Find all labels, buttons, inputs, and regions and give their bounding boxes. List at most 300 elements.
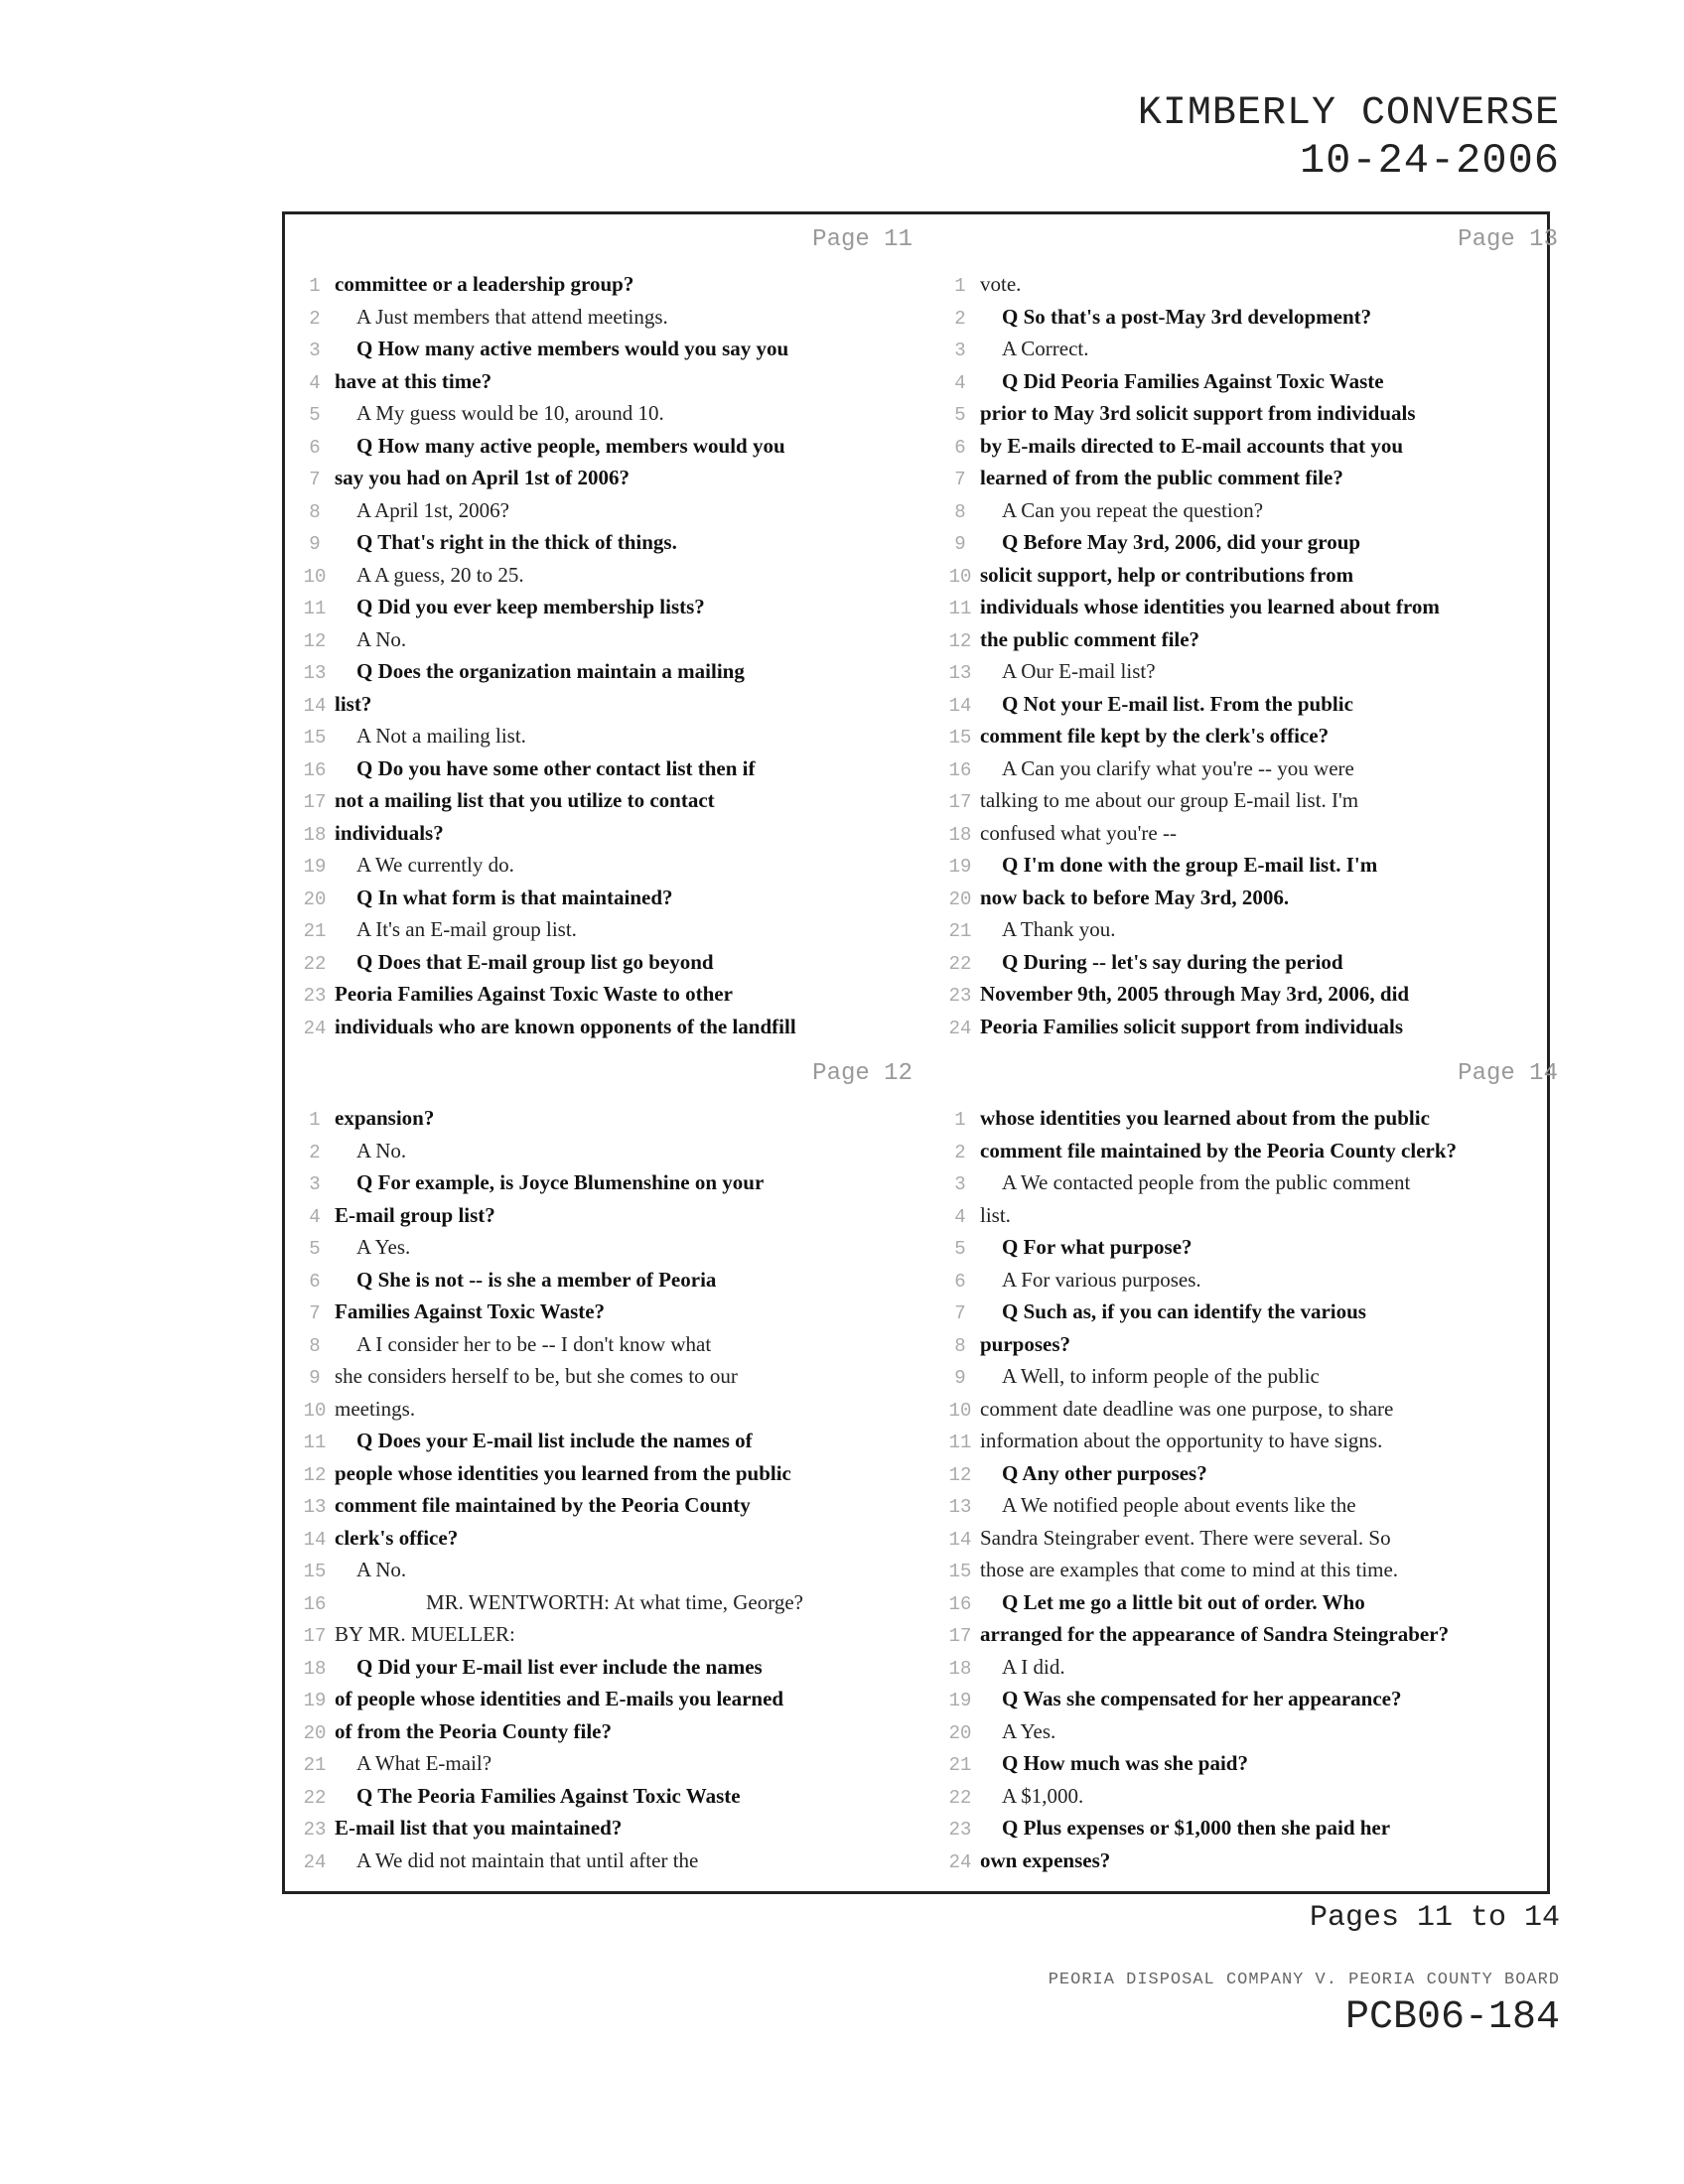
transcript-line: [295, 1231, 922, 1264]
line-number: 11: [948, 598, 972, 619]
transcript-line: [295, 1296, 922, 1328]
transcript-lines: [940, 1102, 1568, 1876]
transcript-line: [295, 1166, 922, 1199]
transcript-line: [940, 301, 1568, 334]
transcript-lines: [295, 1102, 922, 1876]
line-number: 14: [303, 694, 327, 717]
line-number: 14: [303, 1528, 327, 1551]
line-number: 12: [948, 629, 972, 652]
transcript-line: [295, 1554, 922, 1586]
line-text: individuals who are known opponents of the landfill: [335, 1014, 796, 1038]
line-number: 5: [954, 404, 966, 426]
line-text: A No.: [356, 1138, 407, 1162]
line-text: Q Before May 3rd, 2006, did your group: [1002, 530, 1361, 554]
line-text: Q In what form is that maintained?: [356, 885, 673, 909]
line-text: A I consider her to be -- I don't know what: [356, 1331, 712, 1356]
pages-range: Pages 11 to 14: [1309, 1901, 1560, 1935]
line-text: Q So that's a post-May 3rd development?: [1002, 304, 1372, 329]
line-number: 6: [309, 436, 321, 459]
line-text: Q For what purpose?: [1002, 1235, 1193, 1259]
transcript-line: [940, 1651, 1568, 1684]
line-text: information about the opportunity to have signs.: [980, 1429, 1383, 1452]
transcript-line: [940, 591, 1568, 623]
line-text: Q Did your E-mail list ever include the names: [356, 1654, 763, 1679]
line-text: A April 1st, 2006?: [356, 497, 510, 522]
page-label: Page 13: [1458, 226, 1558, 253]
line-text: A Yes.: [356, 1235, 411, 1259]
transcript-line: [295, 1264, 922, 1297]
line-number: 13: [303, 662, 327, 684]
line-text: A We contacted people from the public comment: [1002, 1170, 1411, 1194]
line-number: 8: [954, 500, 966, 523]
line-number: 2: [309, 307, 321, 330]
line-text: A Just members that attend meetings.: [356, 304, 668, 329]
line-number: 14: [948, 1528, 972, 1551]
line-number: 4: [309, 1205, 321, 1228]
line-text: by E-mails directed to E-mail accounts that you: [980, 433, 1404, 458]
line-text: list?: [335, 691, 372, 716]
transcript-lines: [295, 268, 922, 1042]
line-text: Peoria Families solicit support from individuals: [980, 1014, 1404, 1038]
line-number: 3: [309, 1173, 321, 1195]
transcript-line: [295, 688, 922, 721]
transcript-line: [295, 1102, 922, 1135]
transcript-line: [940, 1683, 1568, 1715]
line-number: 7: [309, 469, 321, 490]
line-number: 4: [954, 1205, 966, 1228]
transcript-line: [940, 559, 1568, 592]
transcript-line: [295, 1393, 922, 1426]
line-text: Q How many active members would you say you: [356, 337, 789, 360]
transcript-line: [295, 784, 922, 817]
line-number: 24: [948, 1017, 972, 1039]
line-number: 12: [948, 1463, 972, 1486]
transcript-line: [940, 1586, 1568, 1619]
line-text: meetings.: [335, 1396, 416, 1421]
line-text: not a mailing list that you utilize to contact: [335, 788, 715, 812]
transcript-line: [295, 913, 922, 946]
line-number: 23: [303, 985, 327, 1007]
line-number: 13: [948, 1496, 972, 1518]
line-text: arranged for the appearance of Sandra Steingraber?: [980, 1622, 1450, 1646]
line-number: 19: [948, 856, 972, 878]
transcript-line: [295, 559, 922, 592]
line-number: 5: [954, 1238, 966, 1260]
line-number: 7: [954, 469, 966, 490]
transcript-line: [295, 1522, 922, 1555]
transcript-line: [940, 526, 1568, 559]
transcript-line: [940, 1715, 1568, 1748]
line-number: 10: [303, 1399, 327, 1422]
transcript-line: [940, 333, 1568, 365]
transcript-line: [295, 882, 922, 914]
transcript-line: [940, 1102, 1568, 1135]
line-number: 17: [303, 1625, 327, 1647]
line-number: 2: [954, 1141, 966, 1163]
transcript-line: [295, 1328, 922, 1361]
line-text: Q Does your E-mail list include the names of: [356, 1429, 753, 1452]
line-text: BY MR. MUELLER:: [335, 1622, 515, 1646]
line-text: purposes?: [980, 1331, 1071, 1356]
line-number: 19: [303, 856, 327, 878]
transcript-line: [295, 623, 922, 656]
transcript-line: [940, 1166, 1568, 1199]
line-number: 10: [303, 565, 327, 588]
transcript-line: [295, 720, 922, 752]
line-number: 4: [954, 371, 966, 394]
line-text: comment date deadline was one purpose, to share: [980, 1396, 1394, 1421]
line-text: A Thank you.: [1002, 917, 1116, 941]
line-text: A We did not maintain that until after the: [356, 1847, 699, 1872]
line-text: A No.: [356, 626, 407, 651]
line-text: A Well, to inform people of the public: [1002, 1364, 1320, 1388]
line-text: individuals whose identities you learned about from: [980, 595, 1440, 618]
line-number: 15: [303, 1561, 327, 1582]
line-text: whose identities you learned about from the public: [980, 1106, 1430, 1130]
transcript-line: [940, 1425, 1568, 1457]
line-number: 23: [948, 985, 972, 1007]
line-text: Q Did Peoria Families Against Toxic Waste: [1002, 368, 1384, 393]
line-text: A We currently do.: [356, 853, 514, 877]
line-text: Q During -- let's say during the period: [1002, 949, 1343, 974]
line-text: Families Against Toxic Waste?: [335, 1299, 606, 1323]
line-text: A Our E-mail list?: [1002, 659, 1156, 683]
transcript-line: [295, 333, 922, 365]
line-number: 18: [303, 1657, 327, 1680]
line-number: 7: [954, 1302, 966, 1324]
line-number: 11: [303, 598, 327, 619]
line-number: 1: [954, 275, 966, 297]
transcript-line: [295, 752, 922, 785]
transcript-line: [295, 1618, 922, 1651]
transcript-line: [940, 397, 1568, 430]
line-number: 20: [303, 887, 327, 910]
line-text: Q She is not -- is she a member of Peoria: [356, 1267, 717, 1292]
line-text: the public comment file?: [980, 626, 1200, 651]
line-text: list.: [980, 1202, 1011, 1227]
line-number: 15: [303, 727, 327, 749]
transcript-line: [940, 1011, 1568, 1043]
transcript-line: [940, 913, 1568, 946]
line-text: comment file kept by the clerk's office?: [980, 724, 1330, 748]
line-number: 17: [948, 791, 972, 813]
transcript-line: [295, 978, 922, 1011]
line-number: 21: [303, 920, 327, 942]
line-text: A It's an E-mail group list.: [356, 917, 577, 941]
line-text: Q I'm done with the group E-mail list. I'm: [1002, 853, 1378, 877]
transcript-line: [295, 1683, 922, 1715]
transcript-line: [940, 1360, 1568, 1393]
transcript-line: [940, 1522, 1568, 1555]
transcript-line: [940, 365, 1568, 398]
line-text: A Not a mailing list.: [356, 724, 526, 748]
transcript-line: [940, 817, 1568, 850]
line-text: clerk's office?: [335, 1525, 459, 1550]
line-number: 16: [948, 1592, 972, 1615]
transcript-line: [295, 430, 922, 463]
page-label: Page 14: [1458, 1060, 1558, 1087]
line-text: committee or a leadership group?: [335, 272, 634, 296]
line-number: 9: [309, 533, 321, 555]
line-text: A My guess would be 10, around 10.: [356, 401, 664, 425]
case-title: PEORIA DISPOSAL COMPANY V. PEORIA COUNTY BOARD: [1048, 1971, 1560, 1989]
transcript-line: [940, 494, 1568, 527]
transcript-line: [295, 1747, 922, 1780]
line-text: Q Do you have some other contact list then if: [356, 755, 756, 780]
line-text: A Correct.: [1002, 337, 1089, 360]
line-text: A $1,000.: [1002, 1783, 1084, 1808]
transcript-page-14: [940, 1058, 1568, 1892]
line-number: 22: [303, 952, 327, 975]
line-text: solicit support, help or contributions from: [980, 562, 1354, 587]
transcript-line: [940, 688, 1568, 721]
line-text: E-mail group list?: [335, 1202, 495, 1227]
transcript-line: [295, 1199, 922, 1232]
line-text: Q The Peoria Families Against Toxic Waste: [356, 1783, 741, 1808]
line-number: 3: [309, 340, 321, 361]
transcript-line: [295, 946, 922, 979]
line-number: 8: [954, 1334, 966, 1357]
transcript-line: [940, 752, 1568, 785]
transcript-line: [295, 1489, 922, 1522]
line-text: now back to before May 3rd, 2006.: [980, 885, 1290, 909]
line-text: Q Does that E-mail group list go beyond: [356, 949, 714, 974]
transcript-line: [295, 655, 922, 688]
line-text: A We notified people about events like the: [1002, 1493, 1356, 1517]
line-text: learned of from the public comment file?: [980, 466, 1343, 489]
line-text: A Yes.: [1002, 1718, 1056, 1743]
line-number: 11: [303, 1432, 327, 1453]
transcript-line: [295, 526, 922, 559]
transcript-line: [295, 1651, 922, 1684]
line-number: 14: [948, 694, 972, 717]
page-label: Page 12: [812, 1060, 912, 1087]
line-number: 12: [303, 629, 327, 652]
line-text: individuals?: [335, 820, 444, 845]
line-number: 6: [954, 436, 966, 459]
transcript-line: [295, 1844, 922, 1877]
line-text: Q Was she compensated for her appearance?: [1002, 1687, 1402, 1710]
line-text: confused what you're --: [980, 820, 1177, 845]
transcript-line: [295, 1457, 922, 1490]
witness-name: KIMBERLY CONVERSE: [1137, 91, 1560, 136]
line-text: have at this time?: [335, 368, 492, 393]
transcript-line: [295, 397, 922, 430]
line-text: comment file maintained by the Peoria County: [335, 1493, 751, 1517]
line-text: talking to me about our group E-mail list. I'm: [980, 788, 1359, 812]
line-text: expansion?: [335, 1106, 435, 1130]
line-number: 9: [954, 1367, 966, 1389]
line-number: 6: [954, 1270, 966, 1293]
line-text: Peoria Families Against Toxic Waste to other: [335, 982, 733, 1006]
page-label: Page 11: [812, 226, 912, 253]
transcript-line: [940, 1618, 1568, 1651]
line-text: A Can you repeat the question?: [1002, 497, 1264, 522]
line-number: 20: [948, 887, 972, 910]
transcript-line: [295, 365, 922, 398]
line-text: MR. WENTWORTH: At what time, George?: [426, 1589, 803, 1614]
line-number: 3: [954, 340, 966, 361]
line-number: 11: [948, 1432, 972, 1453]
line-text: people whose identities you learned from the public: [335, 1460, 791, 1485]
transcript-line: [295, 817, 922, 850]
line-number: 15: [948, 727, 972, 749]
line-number: 20: [303, 1721, 327, 1744]
line-text: Q How much was she paid?: [1002, 1751, 1248, 1775]
line-text: Q Any other purposes?: [1002, 1460, 1207, 1485]
transcript-line: [940, 1812, 1568, 1844]
transcript-line: [295, 462, 922, 494]
transcript-line: [295, 591, 922, 623]
line-number: 19: [948, 1690, 972, 1711]
transcript-line: [940, 1231, 1568, 1264]
transcript-line: [940, 1328, 1568, 1361]
transcript-line: [940, 1554, 1568, 1586]
transcript-line: [940, 1296, 1568, 1328]
line-number: 22: [948, 952, 972, 975]
transcript-line: [295, 1360, 922, 1393]
transcript-line: [940, 268, 1568, 301]
line-number: 18: [948, 1657, 972, 1680]
line-number: 5: [309, 404, 321, 426]
transcript-line: [295, 494, 922, 527]
line-text: those are examples that come to mind at this time.: [980, 1558, 1399, 1581]
line-number: 24: [948, 1850, 972, 1873]
transcript-lines: [940, 268, 1568, 1042]
transcript-line: [940, 462, 1568, 494]
line-number: 10: [948, 565, 972, 588]
line-number: 5: [309, 1238, 321, 1260]
line-number: 9: [309, 1367, 321, 1389]
line-text: November 9th, 2005 through May 3rd, 2006, did: [980, 982, 1410, 1006]
line-text: own expenses?: [980, 1847, 1111, 1872]
line-number: 18: [948, 823, 972, 846]
transcript-line: [940, 946, 1568, 979]
transcript-line: [940, 1844, 1568, 1877]
line-text: Q Plus expenses or $1,000 then she paid her: [1002, 1816, 1391, 1840]
transcript-line: [940, 1393, 1568, 1426]
transcript-line: [940, 978, 1568, 1011]
line-text: Q How many active people, members would you: [356, 433, 785, 458]
line-text: Q Did you ever keep membership lists?: [356, 595, 705, 618]
transcript-line: [940, 1780, 1568, 1813]
transcript-line: [940, 882, 1568, 914]
transcript-line: [295, 1586, 922, 1619]
line-number: 16: [303, 1592, 327, 1615]
line-number: 2: [309, 1141, 321, 1163]
transcript-page-13: [940, 224, 1568, 1058]
deposition-date: 10-24-2006: [1299, 137, 1560, 185]
line-text: Q Not your E-mail list. From the public: [1002, 691, 1353, 716]
line-number: 3: [954, 1173, 966, 1195]
line-number: 8: [309, 1334, 321, 1357]
line-text: A For various purposes.: [1002, 1267, 1201, 1292]
transcript-line: [295, 849, 922, 882]
line-number: 2: [954, 307, 966, 330]
line-text: vote.: [980, 272, 1022, 296]
line-text: A A guess, 20 to 25.: [356, 562, 524, 587]
line-number: 1: [309, 1109, 321, 1131]
line-number: 16: [948, 758, 972, 781]
transcript-line: [940, 655, 1568, 688]
line-text: Q Does the organization maintain a mailing: [356, 659, 745, 683]
transcript-line: [295, 1011, 922, 1043]
line-text: Q Such as, if you can identify the various: [1002, 1299, 1366, 1323]
line-number: 24: [303, 1017, 327, 1039]
transcript-line: [940, 784, 1568, 817]
transcript-line: [940, 720, 1568, 752]
transcript-line: [295, 1425, 922, 1457]
line-text: A Can you clarify what you're -- you were: [1002, 755, 1354, 780]
transcript-sheet: [282, 211, 1558, 1894]
line-number: 23: [303, 1819, 327, 1841]
line-text: Sandra Steingraber event. There were several. So: [980, 1525, 1391, 1550]
case-number: PCB06-184: [1344, 1995, 1560, 2040]
transcript-line: [940, 1264, 1568, 1297]
transcript-line: [295, 1715, 922, 1748]
line-number: 13: [303, 1496, 327, 1518]
line-text: comment file maintained by the Peoria County clerk?: [980, 1138, 1458, 1162]
line-number: 22: [948, 1786, 972, 1809]
line-number: 24: [303, 1850, 327, 1873]
line-text: of people whose identities and E-mails you learned: [335, 1687, 784, 1710]
line-number: 4: [309, 371, 321, 394]
line-number: 21: [948, 1754, 972, 1776]
transcript-line: [940, 1747, 1568, 1780]
transcript-line: [295, 1135, 922, 1167]
line-number: 1: [954, 1109, 966, 1131]
line-number: 9: [954, 533, 966, 555]
transcript-line: [940, 1199, 1568, 1232]
line-number: 10: [948, 1399, 972, 1422]
line-text: say you had on April 1st of 2006?: [335, 466, 630, 489]
line-text: Q That's right in the thick of things.: [356, 530, 677, 554]
line-number: 15: [948, 1561, 972, 1582]
transcript-line: [940, 430, 1568, 463]
transcript-line: [940, 623, 1568, 656]
transcript-line: [295, 1780, 922, 1813]
transcript-line: [295, 1812, 922, 1844]
line-number: 23: [948, 1819, 972, 1841]
line-text: E-mail list that you maintained?: [335, 1816, 623, 1840]
transcript-line: [940, 849, 1568, 882]
line-text: A I did.: [1002, 1654, 1065, 1679]
transcript-page-11: [295, 224, 922, 1058]
transcript-line: [295, 301, 922, 334]
line-number: 18: [303, 823, 327, 846]
line-text: of from the Peoria County file?: [335, 1718, 612, 1743]
transcript-line: [940, 1135, 1568, 1167]
transcript-line: [940, 1489, 1568, 1522]
transcript-line: [940, 1457, 1568, 1490]
transcript-line: [295, 268, 922, 301]
line-number: 21: [303, 1754, 327, 1776]
line-text: Q Let me go a little bit out of order. Who: [1002, 1589, 1365, 1614]
line-text: A What E-mail?: [356, 1751, 492, 1775]
line-number: 6: [309, 1270, 321, 1293]
line-number: 16: [303, 758, 327, 781]
line-number: 17: [948, 1625, 972, 1647]
line-number: 8: [309, 500, 321, 523]
line-text: Q For example, is Joyce Blumenshine on your: [356, 1170, 765, 1194]
line-number: 17: [303, 791, 327, 813]
line-number: 20: [948, 1721, 972, 1744]
line-number: 21: [948, 920, 972, 942]
line-number: 22: [303, 1786, 327, 1809]
line-text: A No.: [356, 1558, 407, 1581]
line-text: prior to May 3rd solicit support from individuals: [980, 401, 1416, 425]
line-text: she considers herself to be, but she comes to our: [335, 1364, 738, 1388]
